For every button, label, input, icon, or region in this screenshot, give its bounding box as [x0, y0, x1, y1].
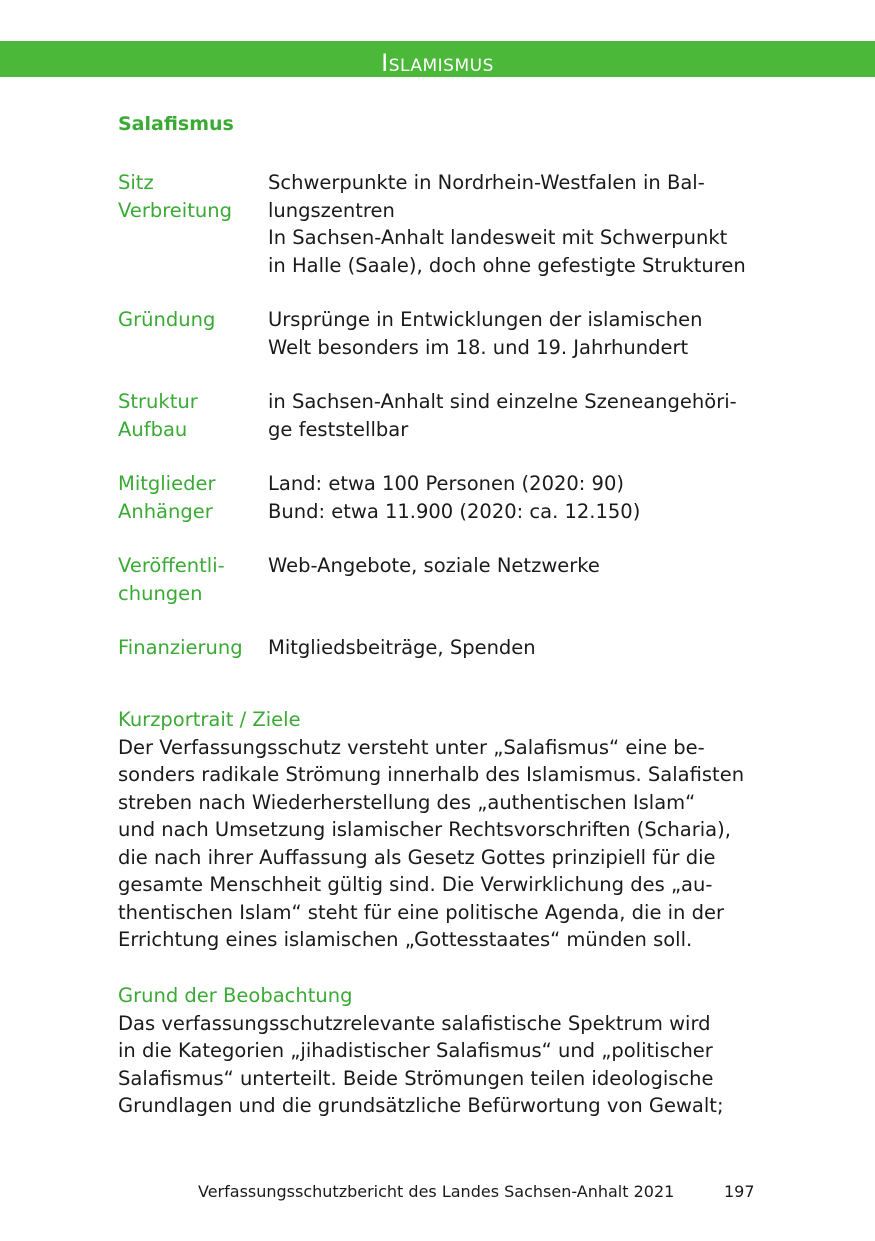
- fact-value: Web-Angebote, soziale Netzwerke: [268, 554, 600, 577]
- fact-row-finanzierung: [118, 634, 798, 662]
- fact-label: Finanzierung: [118, 636, 243, 659]
- fact-row-struktur: [118, 388, 798, 443]
- fact-label: Sitz Verbreitung: [118, 171, 232, 222]
- fact-table: [118, 169, 798, 689]
- observation-heading: Grund der Beobachtung: [118, 984, 353, 1007]
- chapter-title: Islamismus: [381, 49, 494, 77]
- fact-row-sitz: [118, 169, 798, 279]
- fact-label: Struktur Aufbau: [118, 390, 198, 441]
- portrait-heading: Kurzportrait / Ziele: [118, 708, 301, 731]
- observation-text: Das verfassungsschutzrelevante salafistische Spektrum wird in die Kategorien „jihadistischer Salafismus“ und „politischer Salafismus“ unterteilt. Beide Strömungen teilen ideologische Grundlagen und die grundsätzliche Befürwortung von Gewalt;: [118, 1011, 724, 1117]
- fact-label: Mitglieder Anhänger: [118, 472, 216, 523]
- fact-value: Ursprünge in Entwicklungen der islamischen Welt besonders im 18. und 19. Jahrhundert: [268, 308, 703, 359]
- fact-value: Land: etwa 100 Personen (2020: 90) Bund: etwa 11.900 (2020: ca. 12.150): [268, 472, 641, 523]
- fact-value: in Sachsen-Anhalt sind einzelne Szeneangehöri- ge feststellbar: [268, 390, 737, 441]
- footer-text: Verfassungsschutzbericht des Landes Sachsen-Anhalt 2021: [198, 1182, 675, 1201]
- page-number: 197: [724, 1182, 755, 1201]
- portrait-section: [118, 706, 768, 954]
- fact-row-mitglieder: [118, 470, 798, 525]
- observation-section: [118, 982, 768, 1120]
- fact-row-gruendung: [118, 306, 798, 361]
- fact-label: Veröffentli- chungen: [118, 554, 225, 605]
- fact-value: Mitgliedsbeiträge, Spenden: [268, 636, 536, 659]
- fact-row-veroeffentlichungen: [118, 552, 798, 607]
- fact-label: Gründung: [118, 308, 216, 331]
- fact-value: Schwerpunkte in Nordrhein-Westfalen in Bal- lungszentren In Sachsen-Anhalt landesweit mit Schwerpunkt in Halle (Saale), doch ohne gefestigte Strukturen: [268, 171, 746, 277]
- section-title: Salafismus: [118, 113, 234, 135]
- portrait-text: Der Verfassungsschutz versteht unter „Salafismus“ eine be- sonders radikale Strömung innerhalb des Islamismus. Salafisten streben nach Wiederherstellung des „authentischen Islam“ und nach Umsetzung islamischer Rechtsvorschriften (Scharia), die nach ihrer Auffassung als Gesetz Gottes prinzipiell für die gesamte Menschheit gültig sind. Die Verwirklichung des „au- thentischen Islam“ steht für eine politische Agenda, die in der Errichtung eines islamischen „Gottesstaates“ münden soll.: [118, 735, 745, 951]
- header-bar: [0, 41, 875, 77]
